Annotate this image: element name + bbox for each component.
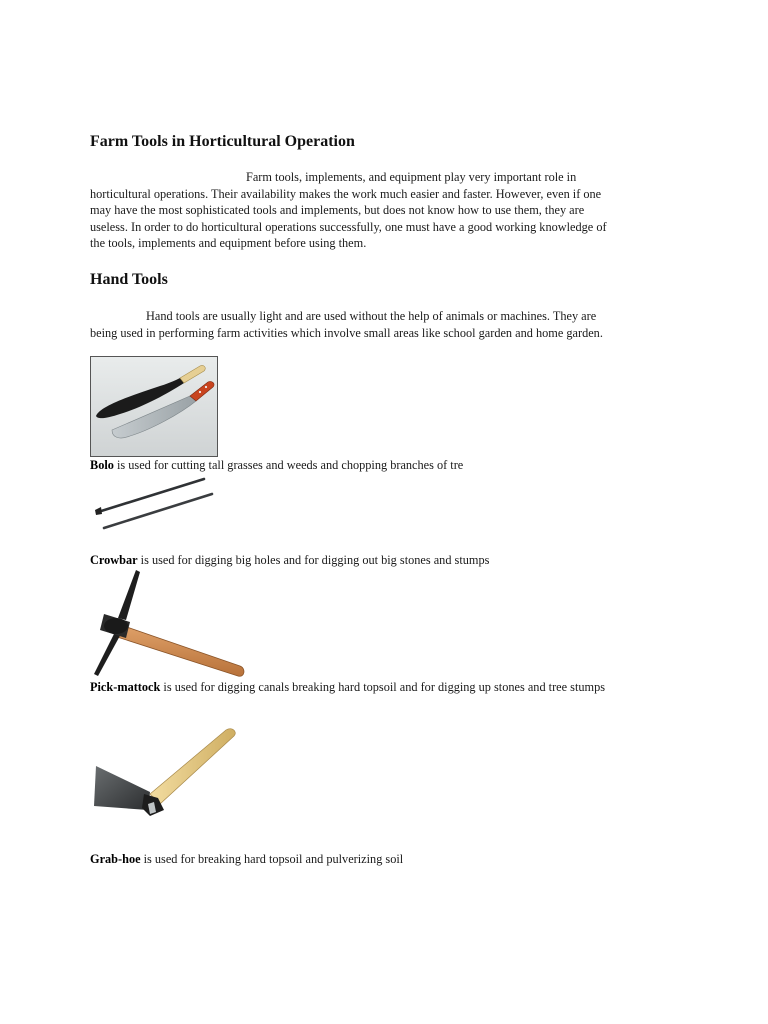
tool-name: Pick-mattock — [90, 680, 161, 694]
grab-hoe-icon — [92, 724, 240, 824]
tool-description: is used for cutting tall grasses and weeds and chopping branches of tre — [113, 458, 464, 472]
intro-line: useless. In order to do horticultural operations successfully, one must have a good working knowledge of — [90, 219, 607, 234]
tool-description: is used for digging big holes and for digging out big stones and stumps — [137, 553, 490, 567]
page-title: Farm Tools in Horticultural Operation — [90, 133, 355, 150]
tool-description: is used for digging canals breaking hard topsoil and for digging up stones and tree stumps — [160, 680, 606, 694]
intro-first-line: Farm tools, implements, and equipment play very important role in — [246, 170, 577, 184]
tool-name: Crowbar — [90, 553, 138, 567]
intro-line: horticultural operations. Their availability makes the work much easier and faster. However, even if one — [90, 186, 602, 201]
intro-line: the tools, implements and equipment before using them. — [90, 236, 367, 250]
tool-caption-crowbar — [90, 552, 489, 569]
tool-description: is used for breaking hard topsoil and pulverizing soil — [140, 852, 404, 866]
tool-caption-pick-mattock — [90, 679, 605, 696]
tool-name: Grab-hoe — [90, 852, 141, 866]
intro-line: may have the most sophisticated tools and implements, but does not know how to use them, they are — [90, 203, 585, 217]
grab-hoe-image — [92, 724, 240, 824]
pick-mattock-icon — [90, 568, 250, 680]
section-second-line: being used in performing farm activities which involve small areas like school garden and home garden. — [90, 325, 603, 340]
crowbar-icon — [92, 476, 216, 532]
tool-caption-bolo — [90, 457, 463, 474]
bolo-image — [90, 356, 218, 457]
pick-mattock-image — [90, 568, 250, 680]
tool-caption-grab-hoe — [90, 851, 403, 868]
section-heading: Hand Tools — [90, 271, 168, 288]
crowbar-image — [92, 476, 216, 532]
tool-name: Bolo — [90, 458, 114, 472]
bolo-icon — [90, 356, 218, 457]
section-first-line: Hand tools are usually light and are used without the help of animals or machines. They are — [146, 309, 597, 323]
